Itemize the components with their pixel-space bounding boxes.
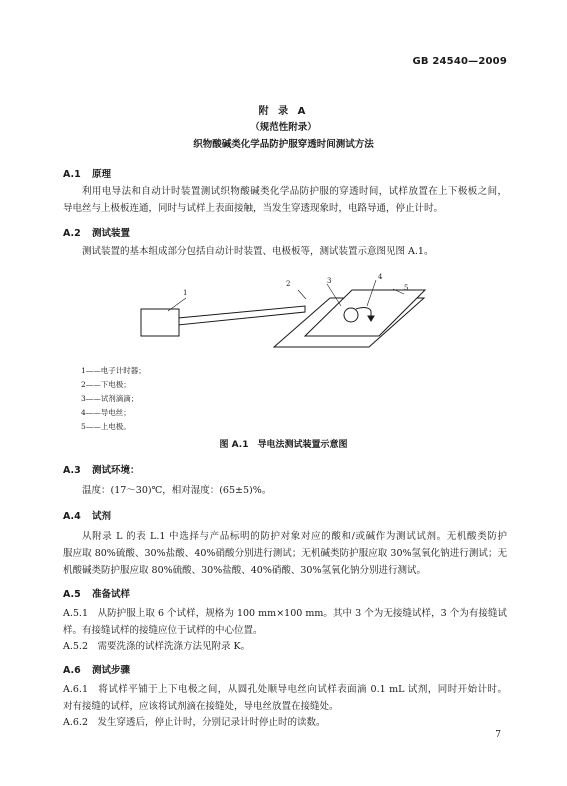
- section-title: 测试步骤: [92, 665, 131, 676]
- paragraph-a4-line2: 服应取 80%硫酸、30%盐酸、40%硝酸分别进行测试；无机碱类防护服应取 30%氢氧化钠进行测试；无: [63, 548, 507, 559]
- section-number: A.6: [63, 665, 81, 676]
- callout-5: 5: [404, 284, 409, 292]
- section-number: A.4: [63, 511, 81, 522]
- section-number: A.2: [63, 228, 81, 239]
- section-a4-heading: [63, 508, 111, 522]
- section-title: 试剂: [92, 511, 112, 522]
- section-number: A.1: [63, 169, 81, 180]
- section-number: A.5: [63, 589, 81, 600]
- section-number: A.3: [63, 465, 81, 476]
- section-title: 测试环境：: [92, 465, 140, 476]
- legend-item: 3——试剂滴滴；: [81, 394, 139, 403]
- figure-caption: 图 A.1 导电法测试装置示意图: [219, 440, 348, 450]
- paragraph-a1-line1: 利用电导法和自动计时装置测试织物酸碱类化学品防护服的穿透时间，试样放置在上下极板之间，: [82, 186, 507, 197]
- legend-item: 5——上电极。: [81, 422, 131, 431]
- section-title: 测试装置: [92, 228, 131, 239]
- section-title: 原理: [92, 169, 112, 180]
- callout-1: 1: [183, 289, 188, 297]
- paragraph-a52: A.5.2 需要洗涤的试样洗涤方法见附录 K。: [63, 641, 251, 652]
- legend-item: 4——导电丝；: [81, 408, 131, 417]
- section-a6-heading: [63, 662, 130, 676]
- callout-3: 3: [327, 277, 332, 285]
- section-a5-heading: [63, 586, 130, 600]
- legend-item: 2——下电极；: [81, 380, 131, 389]
- section-a3-heading: [63, 462, 140, 476]
- leader-2: [298, 290, 306, 299]
- section-title: 准备试样: [92, 589, 131, 600]
- paragraph-a61-line1: A.6.1 将试样平铺于上下电极之间，从圆孔处顺导电丝向试样表面滴 0.1 mL 试剂，同时开始计时。: [63, 684, 507, 695]
- paragraph-a2: 测试装置的基本组成部分包括自动计时装置、电极板等，测试装置示意图见图 A.1。: [82, 246, 434, 257]
- page-number: 7: [495, 730, 501, 740]
- normative-label: （规范性附录）: [250, 122, 317, 133]
- figure-legend: [81, 364, 146, 434]
- electronic-timer: [141, 309, 179, 336]
- paragraph-a62: A.6.2 发生穿透后，停止计时，分别记录计时停止时的读数。: [63, 717, 326, 728]
- paragraph-a1-line2: 导电丝与上极板连通，同时与试样上表面接触，当发生穿透现象时，电路导通，停止计时。: [63, 203, 444, 214]
- appendix-title: 附 录 A: [258, 106, 309, 117]
- paragraph-a51-line1: A.5.1 从防护服上取 6 个试样，规格为 100 mm×100 mm。其中 3 个为无接缝试样，3 个为有接缝试: [63, 608, 507, 619]
- legend-item: 1——电子计时器；: [81, 366, 146, 375]
- doc-id: GB 24540—2009: [412, 56, 507, 67]
- callout-2: 2: [286, 280, 291, 288]
- method-title: 织物酸碱类化学品防护服穿透时间测试方法: [193, 139, 374, 150]
- reagent-drop-hole: [344, 308, 358, 322]
- cable: [178, 306, 305, 325]
- paragraph-a3: 温度：(17～30)℃，相对湿度：(65±5)%。: [82, 485, 272, 496]
- paragraph-a4-line3: 机酸碱类防护服应取 80%硫酸、30%盐酸、40%硝酸、30%氢氧化钠分别进行测试。: [63, 565, 426, 576]
- paragraph-a51-line2: 样。有接缝试样的接缝应位于试样的中心位置。: [63, 625, 263, 636]
- paragraph-a4-line1: 从附录 L 的表 L.1 中选择与产品标明的防护对象对应的酸和/或碱作为测试试剂。无机酸类防护: [82, 531, 507, 542]
- paragraph-a61-line2: 对有接缝的试样，应该将试剂滴在接缝处，导电丝放置在接缝处。: [63, 701, 339, 712]
- callout-4: 4: [378, 273, 383, 281]
